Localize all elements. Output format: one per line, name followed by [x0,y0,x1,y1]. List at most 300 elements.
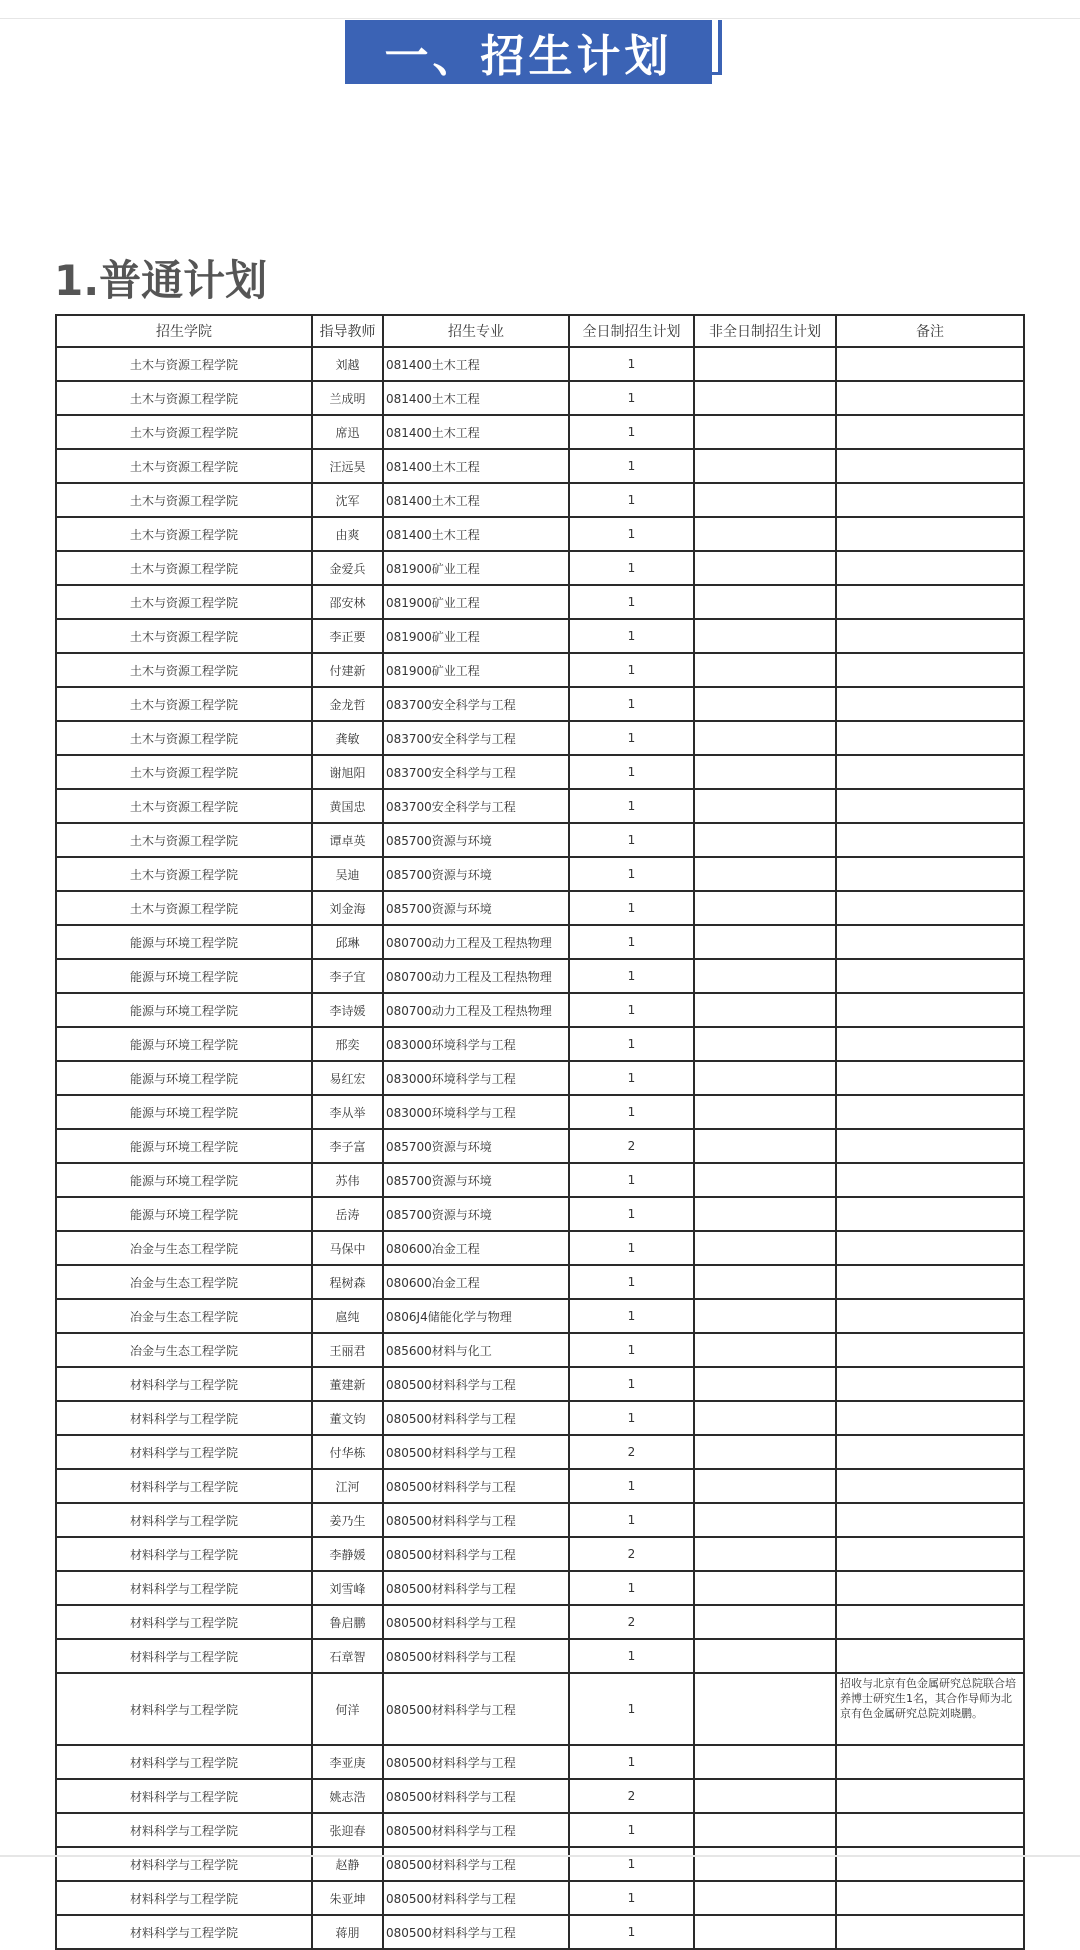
table-row [56,755,1024,789]
cell-supervisor: 刘越 [312,347,383,381]
cell-supervisor: 程树森 [312,1265,383,1299]
cell-fulltime-plan: 1 [569,721,694,755]
cell-college: 土木与资源工程学院 [56,517,312,551]
cell-fulltime-plan: 1 [569,1571,694,1605]
cell-fulltime-plan: 1 [569,381,694,415]
cell-parttime-plan [694,755,836,789]
cell-supervisor: 李从举 [312,1095,383,1129]
cell-supervisor: 张迎春 [312,1813,383,1847]
cell-fulltime-plan: 1 [569,1745,694,1779]
cell-major: 080500材料科学与工程 [383,1779,569,1813]
cell-fulltime-plan: 2 [569,1779,694,1813]
cell-major: 085700资源与环境 [383,857,569,891]
table-row [56,1299,1024,1333]
cell-fulltime-plan: 1 [569,1847,694,1881]
cell-parttime-plan [694,1813,836,1847]
cell-parttime-plan [694,347,836,381]
header-fulltime-plan: 全日制招生计划 [569,315,694,347]
cell-major: 081900矿业工程 [383,619,569,653]
cell-fulltime-plan: 1 [569,925,694,959]
cell-college: 材料科学与工程学院 [56,1881,312,1915]
cell-fulltime-plan: 2 [569,1129,694,1163]
cell-major: 080600冶金工程 [383,1231,569,1265]
cell-remarks [836,1571,1024,1605]
cell-remarks [836,1333,1024,1367]
cell-major: 080500材料科学与工程 [383,1435,569,1469]
cell-college: 土木与资源工程学院 [56,449,312,483]
cell-fulltime-plan: 2 [569,1537,694,1571]
cell-remarks: 招收与北京有色金属研究总院联合培养博士研究生1名，其合作导师为北京有色金属研究总院刘晓鹏。 [836,1673,1024,1745]
table-row [56,1605,1024,1639]
cell-remarks [836,551,1024,585]
cell-remarks [836,789,1024,823]
cell-college: 材料科学与工程学院 [56,1673,312,1745]
top-rule [0,18,1080,19]
cell-remarks [836,1231,1024,1265]
cell-remarks [836,891,1024,925]
bottom-rule [0,1855,1080,1857]
cell-fulltime-plan: 1 [569,1197,694,1231]
cell-fulltime-plan: 1 [569,1027,694,1061]
cell-major: 080700动力工程及工程热物理 [383,993,569,1027]
cell-major: 081900矿业工程 [383,653,569,687]
cell-supervisor: 黄国忠 [312,789,383,823]
cell-parttime-plan [694,1435,836,1469]
cell-college: 材料科学与工程学院 [56,1813,312,1847]
cell-major: 080500材料科学与工程 [383,1745,569,1779]
cell-parttime-plan [694,1367,836,1401]
cell-major: 085700资源与环境 [383,823,569,857]
cell-college: 材料科学与工程学院 [56,1435,312,1469]
cell-college: 能源与环境工程学院 [56,1163,312,1197]
cell-remarks [836,347,1024,381]
cell-fulltime-plan: 1 [569,857,694,891]
cell-parttime-plan [694,1469,836,1503]
cell-parttime-plan [694,721,836,755]
cell-college: 材料科学与工程学院 [56,1503,312,1537]
cell-supervisor: 鲁启鹏 [312,1605,383,1639]
table-row [56,619,1024,653]
cell-remarks [836,1367,1024,1401]
cell-remarks [836,857,1024,891]
cell-parttime-plan [694,517,836,551]
cell-remarks [836,1605,1024,1639]
cell-fulltime-plan: 1 [569,1095,694,1129]
cell-remarks [836,823,1024,857]
cell-remarks [836,1027,1024,1061]
cell-major: 080500材料科学与工程 [383,1881,569,1915]
cell-parttime-plan [694,687,836,721]
cell-remarks [836,1881,1024,1915]
table-row [56,1027,1024,1061]
cell-fulltime-plan: 1 [569,619,694,653]
table-row [56,483,1024,517]
table-row [56,415,1024,449]
cell-supervisor: 赵静 [312,1847,383,1881]
cell-parttime-plan [694,891,836,925]
table-row [56,959,1024,993]
cell-supervisor: 汪远昊 [312,449,383,483]
cell-parttime-plan [694,1571,836,1605]
cell-college: 土木与资源工程学院 [56,347,312,381]
cell-parttime-plan [694,381,836,415]
cell-supervisor: 李诗媛 [312,993,383,1027]
cell-remarks [836,1915,1024,1949]
cell-supervisor: 席迅 [312,415,383,449]
cell-major: 081400土木工程 [383,449,569,483]
cell-remarks [836,1537,1024,1571]
cell-supervisor: 王丽君 [312,1333,383,1367]
cell-college: 土木与资源工程学院 [56,789,312,823]
cell-supervisor: 付华栋 [312,1435,383,1469]
cell-fulltime-plan: 1 [569,1367,694,1401]
cell-major: 085700资源与环境 [383,1197,569,1231]
cell-college: 材料科学与工程学院 [56,1605,312,1639]
cell-supervisor: 董建新 [312,1367,383,1401]
cell-parttime-plan [694,1847,836,1881]
cell-remarks [836,1061,1024,1095]
cell-fulltime-plan: 1 [569,415,694,449]
table-row [56,823,1024,857]
cell-college: 能源与环境工程学院 [56,1027,312,1061]
table-row [56,1231,1024,1265]
cell-supervisor: 金爱兵 [312,551,383,585]
cell-remarks [836,1469,1024,1503]
cell-college: 材料科学与工程学院 [56,1745,312,1779]
cell-parttime-plan [694,415,836,449]
cell-major: 081900矿业工程 [383,551,569,585]
cell-college: 冶金与生态工程学院 [56,1231,312,1265]
cell-parttime-plan [694,1639,836,1673]
cell-supervisor: 金龙哲 [312,687,383,721]
cell-college: 能源与环境工程学院 [56,993,312,1027]
cell-remarks [836,1847,1024,1881]
table-row [56,1367,1024,1401]
cell-supervisor: 邵安林 [312,585,383,619]
cell-parttime-plan [694,1673,836,1745]
cell-parttime-plan [694,1401,836,1435]
table-row [56,1813,1024,1847]
cell-remarks [836,619,1024,653]
cell-supervisor: 董文钧 [312,1401,383,1435]
cell-fulltime-plan: 1 [569,1265,694,1299]
table-row [56,1265,1024,1299]
cell-major: 080500材料科学与工程 [383,1605,569,1639]
cell-major: 081400土木工程 [383,517,569,551]
cell-college: 冶金与生态工程学院 [56,1299,312,1333]
cell-fulltime-plan: 1 [569,1503,694,1537]
cell-parttime-plan [694,1333,836,1367]
cell-major: 083700安全科学与工程 [383,721,569,755]
cell-parttime-plan [694,993,836,1027]
cell-fulltime-plan: 1 [569,517,694,551]
table-row [56,789,1024,823]
cell-parttime-plan [694,653,836,687]
cell-parttime-plan [694,1061,836,1095]
cell-college: 材料科学与工程学院 [56,1571,312,1605]
table-row [56,857,1024,891]
cell-remarks [836,449,1024,483]
cell-remarks [836,925,1024,959]
cell-college: 材料科学与工程学院 [56,1915,312,1949]
cell-major: 080500材料科学与工程 [383,1571,569,1605]
cell-supervisor: 龚敏 [312,721,383,755]
cell-college: 土木与资源工程学院 [56,857,312,891]
cell-remarks [836,959,1024,993]
cell-supervisor: 李子富 [312,1129,383,1163]
cell-remarks [836,1639,1024,1673]
table-row [56,721,1024,755]
cell-fulltime-plan: 1 [569,891,694,925]
cell-remarks [836,653,1024,687]
cell-parttime-plan [694,449,836,483]
cell-remarks [836,1503,1024,1537]
enrollment-plan-table [55,314,1025,1950]
cell-major: 083000环境科学与工程 [383,1061,569,1095]
cell-parttime-plan [694,1129,836,1163]
table-row [56,687,1024,721]
cell-college: 土木与资源工程学院 [56,551,312,585]
cell-major: 080500材料科学与工程 [383,1915,569,1949]
cell-college: 材料科学与工程学院 [56,1469,312,1503]
cell-supervisor: 易红宏 [312,1061,383,1095]
cell-major: 083000环境科学与工程 [383,1095,569,1129]
cell-remarks [836,1435,1024,1469]
cell-college: 材料科学与工程学院 [56,1537,312,1571]
cell-fulltime-plan: 1 [569,449,694,483]
cell-major: 085700资源与环境 [383,891,569,925]
table-row [56,653,1024,687]
table-row [56,449,1024,483]
table-row [56,925,1024,959]
cell-major: 080500材料科学与工程 [383,1639,569,1673]
cell-remarks [836,1095,1024,1129]
cell-major: 081400土木工程 [383,415,569,449]
cell-college: 土木与资源工程学院 [56,585,312,619]
cell-major: 081400土木工程 [383,381,569,415]
cell-fulltime-plan: 1 [569,1469,694,1503]
cell-fulltime-plan: 1 [569,653,694,687]
cell-supervisor: 蒋朋 [312,1915,383,1949]
cell-college: 土木与资源工程学院 [56,823,312,857]
table-row [56,1639,1024,1673]
cell-supervisor: 兰成明 [312,381,383,415]
cell-college: 土木与资源工程学院 [56,755,312,789]
table-row [56,1401,1024,1435]
cell-parttime-plan [694,1163,836,1197]
cell-major: 083700安全科学与工程 [383,687,569,721]
cell-college: 能源与环境工程学院 [56,925,312,959]
cell-remarks [836,585,1024,619]
table-row [56,1469,1024,1503]
cell-supervisor: 谢旭阳 [312,755,383,789]
cell-supervisor: 姚志浩 [312,1779,383,1813]
cell-fulltime-plan: 1 [569,585,694,619]
cell-fulltime-plan: 1 [569,1673,694,1745]
cell-remarks [836,1813,1024,1847]
cell-parttime-plan [694,585,836,619]
cell-major: 085600材料与化工 [383,1333,569,1367]
cell-college: 冶金与生态工程学院 [56,1265,312,1299]
table-row [56,347,1024,381]
header-supervisor: 指导教师 [312,315,383,347]
table-header-row [56,315,1024,347]
cell-parttime-plan [694,959,836,993]
table-body [56,347,1024,1949]
cell-fulltime-plan: 1 [569,1881,694,1915]
table-row [56,1061,1024,1095]
table-row [56,1163,1024,1197]
table-row [56,1915,1024,1949]
table-row [56,1571,1024,1605]
cell-college: 能源与环境工程学院 [56,1129,312,1163]
cell-college: 土木与资源工程学院 [56,687,312,721]
cell-fulltime-plan: 2 [569,1435,694,1469]
cell-major: 081400土木工程 [383,483,569,517]
section-title: 1.普通计划 [54,256,268,305]
cell-fulltime-plan: 1 [569,551,694,585]
cell-parttime-plan [694,1197,836,1231]
cell-major: 083000环境科学与工程 [383,1027,569,1061]
cell-college: 土木与资源工程学院 [56,415,312,449]
table-row [56,517,1024,551]
cell-supervisor: 沈军 [312,483,383,517]
header-remarks: 备注 [836,315,1024,347]
cell-remarks [836,517,1024,551]
cell-fulltime-plan: 1 [569,789,694,823]
cell-college: 土木与资源工程学院 [56,483,312,517]
cell-college: 冶金与生态工程学院 [56,1333,312,1367]
cell-college: 能源与环境工程学院 [56,1197,312,1231]
cell-major: 080700动力工程及工程热物理 [383,925,569,959]
cell-parttime-plan [694,483,836,517]
cell-fulltime-plan: 1 [569,823,694,857]
cell-parttime-plan [694,1915,836,1949]
cell-major: 080500材料科学与工程 [383,1673,569,1745]
cell-fulltime-plan: 1 [569,1333,694,1367]
cell-supervisor: 邱琳 [312,925,383,959]
cell-major: 080500材料科学与工程 [383,1469,569,1503]
cell-parttime-plan [694,1027,836,1061]
cell-supervisor: 马保中 [312,1231,383,1265]
table-row [56,891,1024,925]
cell-major: 080500材料科学与工程 [383,1367,569,1401]
cell-remarks [836,1299,1024,1333]
banner-title: 一、招生计划 [345,20,712,84]
header-college: 招生学院 [56,315,312,347]
cell-fulltime-plan: 1 [569,1299,694,1333]
cell-parttime-plan [694,1745,836,1779]
banner-accent [718,20,722,75]
cell-supervisor: 吴迪 [312,857,383,891]
cell-supervisor: 姜乃生 [312,1503,383,1537]
cell-fulltime-plan: 1 [569,993,694,1027]
table-row [56,1745,1024,1779]
cell-fulltime-plan: 1 [569,755,694,789]
cell-remarks [836,1265,1024,1299]
cell-supervisor: 朱亚坤 [312,1881,383,1915]
cell-supervisor: 李静媛 [312,1537,383,1571]
cell-parttime-plan [694,619,836,653]
cell-major: 080500材料科学与工程 [383,1401,569,1435]
cell-major: 083700安全科学与工程 [383,755,569,789]
cell-fulltime-plan: 1 [569,1401,694,1435]
cell-major: 083700安全科学与工程 [383,789,569,823]
cell-remarks [836,1197,1024,1231]
table-row [56,551,1024,585]
cell-supervisor: 苏伟 [312,1163,383,1197]
cell-supervisor: 李正要 [312,619,383,653]
cell-college: 材料科学与工程学院 [56,1779,312,1813]
cell-college: 材料科学与工程学院 [56,1847,312,1881]
cell-remarks [836,1401,1024,1435]
header-parttime-plan: 非全日制招生计划 [694,315,836,347]
cell-college: 材料科学与工程学院 [56,1639,312,1673]
cell-fulltime-plan: 1 [569,1639,694,1673]
cell-fulltime-plan: 1 [569,347,694,381]
cell-supervisor: 刘金海 [312,891,383,925]
cell-fulltime-plan: 1 [569,1061,694,1095]
cell-parttime-plan [694,1299,836,1333]
cell-remarks [836,755,1024,789]
cell-major: 0806J4储能化学与物理 [383,1299,569,1333]
table-row [56,1673,1024,1745]
cell-supervisor: 石章智 [312,1639,383,1673]
table-row [56,1435,1024,1469]
cell-supervisor: 扈纯 [312,1299,383,1333]
cell-college: 材料科学与工程学院 [56,1367,312,1401]
cell-remarks [836,483,1024,517]
cell-parttime-plan [694,1265,836,1299]
cell-supervisor: 何洋 [312,1673,383,1745]
cell-fulltime-plan: 1 [569,687,694,721]
cell-parttime-plan [694,1537,836,1571]
cell-remarks [836,721,1024,755]
cell-college: 土木与资源工程学院 [56,721,312,755]
table-row [56,1095,1024,1129]
cell-college: 土木与资源工程学院 [56,619,312,653]
cell-fulltime-plan: 1 [569,1915,694,1949]
cell-fulltime-plan: 1 [569,1813,694,1847]
cell-major: 080500材料科学与工程 [383,1503,569,1537]
cell-remarks [836,1745,1024,1779]
cell-remarks [836,381,1024,415]
table-row [56,381,1024,415]
cell-supervisor: 付建新 [312,653,383,687]
cell-major: 080500材料科学与工程 [383,1813,569,1847]
cell-fulltime-plan: 1 [569,483,694,517]
header-major: 招生专业 [383,315,569,347]
banner-accent-bottom [700,72,722,75]
cell-college: 材料科学与工程学院 [56,1401,312,1435]
cell-parttime-plan [694,1605,836,1639]
cell-remarks [836,1779,1024,1813]
cell-major: 081400土木工程 [383,347,569,381]
cell-parttime-plan [694,1503,836,1537]
cell-supervisor: 李亚庚 [312,1745,383,1779]
cell-remarks [836,993,1024,1027]
cell-supervisor: 由爽 [312,517,383,551]
cell-fulltime-plan: 1 [569,1231,694,1265]
cell-remarks [836,1163,1024,1197]
table-row [56,1129,1024,1163]
cell-major: 080600冶金工程 [383,1265,569,1299]
table-row [56,1847,1024,1881]
cell-college: 能源与环境工程学院 [56,1061,312,1095]
cell-major: 081900矿业工程 [383,585,569,619]
cell-college: 能源与环境工程学院 [56,1095,312,1129]
table-row [56,1881,1024,1915]
